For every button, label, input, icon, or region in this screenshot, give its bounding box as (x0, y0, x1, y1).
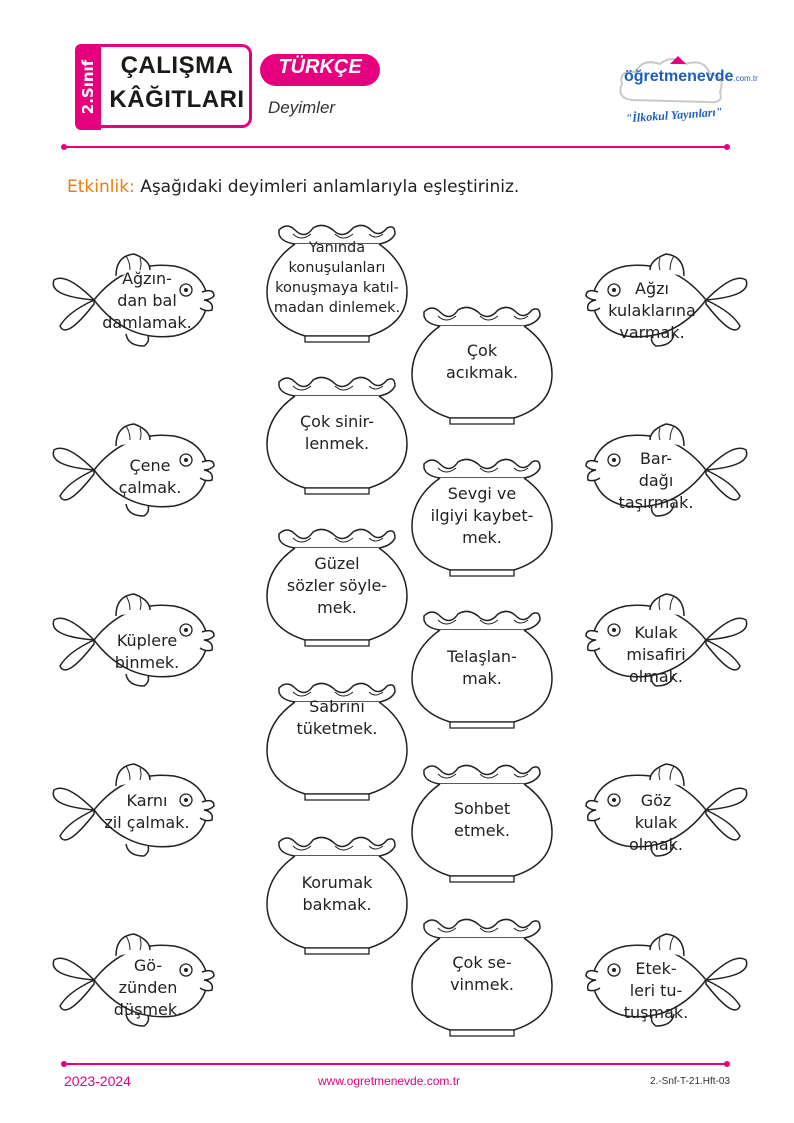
pot-left-1-text: Yanında konuşulanları konuşmaya katıl- madan dinlemek. (273, 240, 401, 316)
fish-left-5-text: Gö- zünden düşmek. (113, 956, 183, 1019)
pot-right-1-text: Çok acıkmak. (445, 341, 519, 382)
fish-right-4-text: Göz kulak olmak. (629, 791, 683, 854)
fish-right-2-text: Bar- dağı taşırmak. (618, 449, 694, 512)
fish-left-4-text: Karnı zil çalmak. (104, 791, 190, 832)
header-divider (63, 146, 728, 148)
fish-right-3-text: Kulak misafiri olmak. (626, 623, 686, 686)
footer-website-link[interactable]: www.ogretmenevde.com.tr (318, 1074, 461, 1088)
pot-left-3-text: Güzel sözler söyle- mek. (286, 554, 388, 617)
divider-dot-left (61, 144, 67, 150)
fish-left-2-text: Çene çalmak. (118, 456, 182, 497)
footer-dot-right (724, 1061, 730, 1067)
pot-right-5-text: Çok se- vinmek. (450, 953, 514, 994)
pot-right-4-text: Sohbet etmek. (453, 799, 511, 840)
instruction (67, 177, 519, 197)
fish-right-1-text: Ağzı kulaklarına varmak. (608, 279, 696, 342)
pot-left-2-text: Çok sinir- lenmek. (299, 412, 374, 453)
pot-right-3-text: Telaşlan- mak. (447, 647, 517, 688)
pot-left-5-text: Korumak bakmak. (301, 873, 373, 914)
instruction-label: Etkinlik: (67, 177, 135, 197)
fish-left-1-text: Ağzın- dan bal damlamak. (102, 269, 192, 332)
pot-left-4-text: Sabrını tüketmek. (296, 697, 378, 738)
footer-code: 2.-Snf-T-21.Hft-03 (650, 1076, 731, 1087)
divider-dot-right (724, 144, 730, 150)
grade-label (75, 44, 101, 130)
fish-right-5-text: Etek- leri tu- tuşmak. (623, 959, 689, 1022)
logo-text: öğretmenevde.com.tr (624, 68, 758, 85)
footer-divider (63, 1063, 728, 1065)
fish-left-3-text: Küplere binmek. (114, 631, 180, 672)
logo-subtitle: "İlkokul Yayınları" (625, 104, 723, 126)
pot-right-2-text: Sevgi ve ilgiyi kaybet- mek. (430, 484, 534, 547)
title-line-2: KÂĞITLARI (109, 86, 245, 113)
instruction-text: Aşağıdaki deyimleri anlamlarıyla eşleştiriniz. (140, 177, 520, 197)
title-line-1: ÇALIŞMA (120, 52, 234, 79)
grade-text: 2.Sınıf (79, 59, 97, 115)
subject-label: TÜRKÇE (278, 56, 362, 78)
footer-dot-left (61, 1061, 67, 1067)
footer-year: 2023-2024 (64, 1073, 131, 1089)
topic-label: Deyimler (268, 98, 336, 117)
